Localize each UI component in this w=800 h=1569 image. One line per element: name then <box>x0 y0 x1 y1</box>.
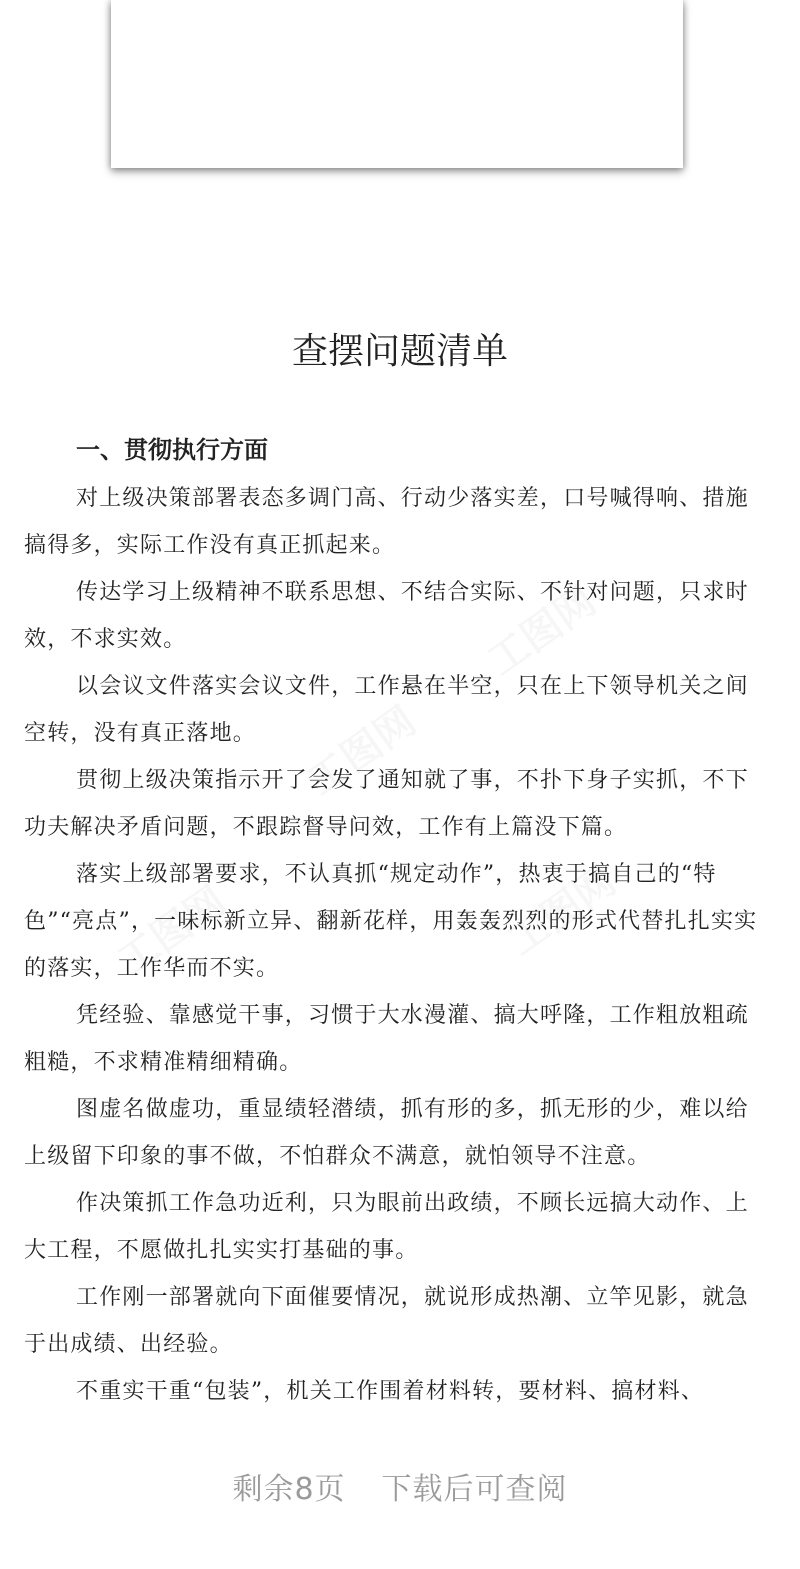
download-prompt[interactable] <box>0 1468 800 1512</box>
previous-page-preview <box>111 0 683 168</box>
remaining-pages-label: 剩余8页 <box>232 1472 346 1507</box>
paragraph: 作决策抓工作急功近利，只为眼前出政绩，不顾长远搞大动作、上大工程，不愿做扎扎实实打基础的事。 <box>24 1191 749 1263</box>
paragraph: 不重实干重“包装”，机关工作围着材料转，要材料、搞材料、 <box>76 1379 705 1404</box>
download-hint-label: 下载后可查阅 <box>381 1472 568 1507</box>
paragraph: 贯彻上级决策指示开了会发了通知就了事，不扑下身子实抓，不下功夫解决矛盾问题，不跟踪督导问效，工作有上篇没下篇。 <box>24 768 749 840</box>
paragraph: 对上级决策部署表态多调门高、行动少落实差，口号喊得响、措施搞得多，实际工作没有真正抓起来。 <box>24 486 749 558</box>
paragraph: 凭经验、靠感觉干事，习惯于大水漫灌、搞大呼隆，工作粗放粗疏粗糙，不求精准精细精确。 <box>24 1003 749 1075</box>
section-heading: 一、贯彻执行方面 <box>76 436 268 464</box>
paragraph: 传达学习上级精神不联系思想、不结合实际、不针对问题，只求时效，不求实效。 <box>24 580 749 652</box>
paragraph: 以会议文件落实会议文件，工作悬在半空，只在上下领导机关之间空转，没有真正落地。 <box>24 674 749 746</box>
paragraph: 落实上级部署要求，不认真抓“规定动作”，热衷于搞自己的“特色”“亮点”，一味标新立异、翻新花样，用轰轰烈烈的形式代替扎扎实实的落实，工作华而不实。 <box>24 862 758 981</box>
document-body <box>24 475 768 1415</box>
paragraph: 工作刚一部署就向下面催要情况，就说形成热潮、立竿见影，就急于出成绩、出经验。 <box>24 1285 749 1357</box>
paragraph: 图虚名做虚功，重显绩轻潜绩，抓有形的多，抓无形的少，难以给上级留下印象的事不做，不怕群众不满意，就怕领导不注意。 <box>24 1097 749 1169</box>
document-title: 查摆问题清单 <box>291 331 508 372</box>
